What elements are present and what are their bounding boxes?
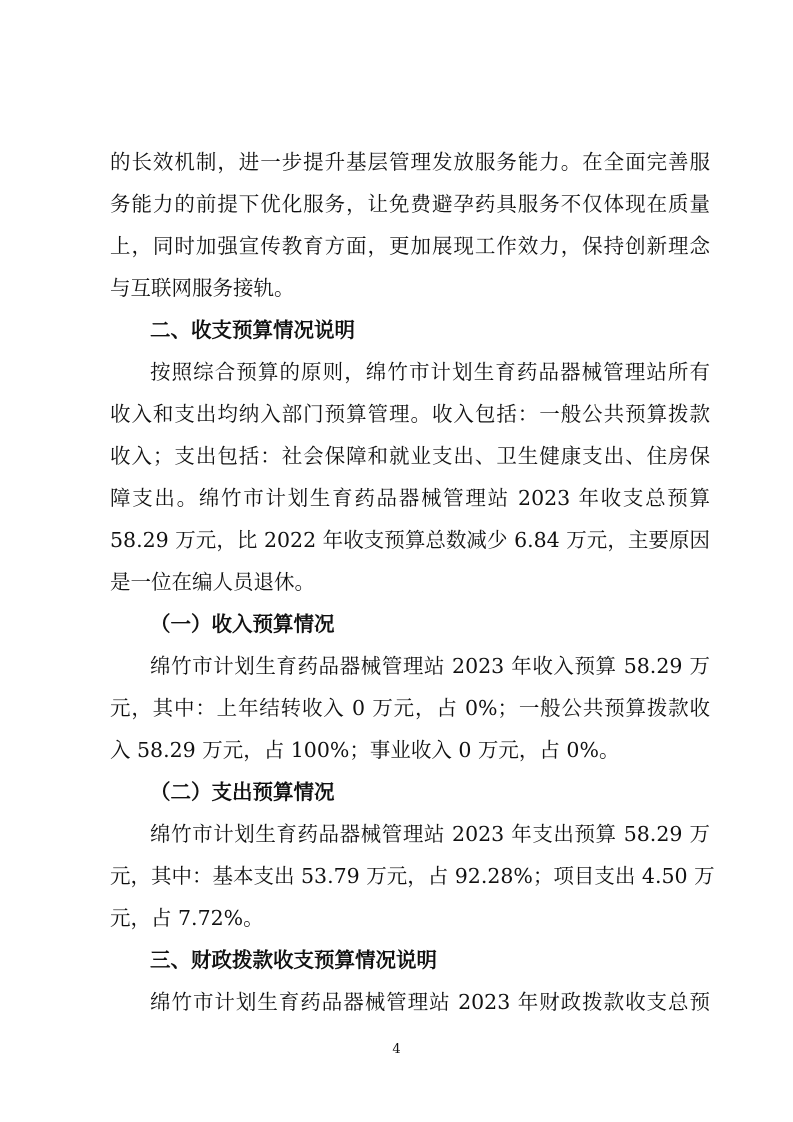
page-number: 4 [392,1042,401,1057]
body-line: 的长效机制，进一步提升基层管理发放服务能力。在全面完善服 [110,150,710,174]
body-line: 是一位在编人员退休。 [110,570,315,594]
body-line: 58.29 万元，比 2022 年收支预算总数减少 6.84 万元，主要原因 [110,528,710,552]
body-line: 元，其中：上年结转收入 0 万元，占 0%；一般公共预算拨款收 [110,696,710,720]
body-line: 障支出。绵竹市计划生育药品器械管理站 2023 年收支总预算 [110,486,710,510]
body-line: 绵竹市计划生育药品器械管理站 2023 年支出预算 58.29 万 [150,822,710,846]
body-line: 收入；支出包括：社会保障和就业支出、卫生健康支出、住房保 [110,444,710,468]
body-line: 元，其中：基本支出 53.79 万元，占 92.28%；项目支出 4.50 万 [110,864,715,888]
subsection-heading: （一）收入预算情况 [150,612,335,636]
body-line: 上，同时加强宣传教育方面，更加展现工作效力，保持创新理念 [110,234,710,258]
body-line: 元，占 7.72%。 [110,906,264,930]
section-heading: 二、收支预算情况说明 [150,318,355,342]
section-heading: 三、财政拨款收支预算情况说明 [150,948,437,972]
body-line: 收入和支出均纳入部门预算管理。收入包括：一般公共预算拨款 [110,402,710,426]
subsection-heading: （二）支出预算情况 [150,780,335,804]
body-line: 与互联网服务接轨。 [110,276,295,300]
body-line: 按照综合预算的原则，绵竹市计划生育药品器械管理站所有 [150,360,710,384]
body-line: 绵竹市计划生育药品器械管理站 2023 年收入预算 58.29 万 [150,654,710,678]
body-line: 绵竹市计划生育药品器械管理站 2023 年财政拨款收支总预 [150,990,710,1014]
body-line: 入 58.29 万元，占 100%；事业收入 0 万元，占 0%。 [110,738,620,762]
body-line: 务能力的前提下优化服务，让免费避孕药具服务不仅体现在质量 [110,192,710,216]
